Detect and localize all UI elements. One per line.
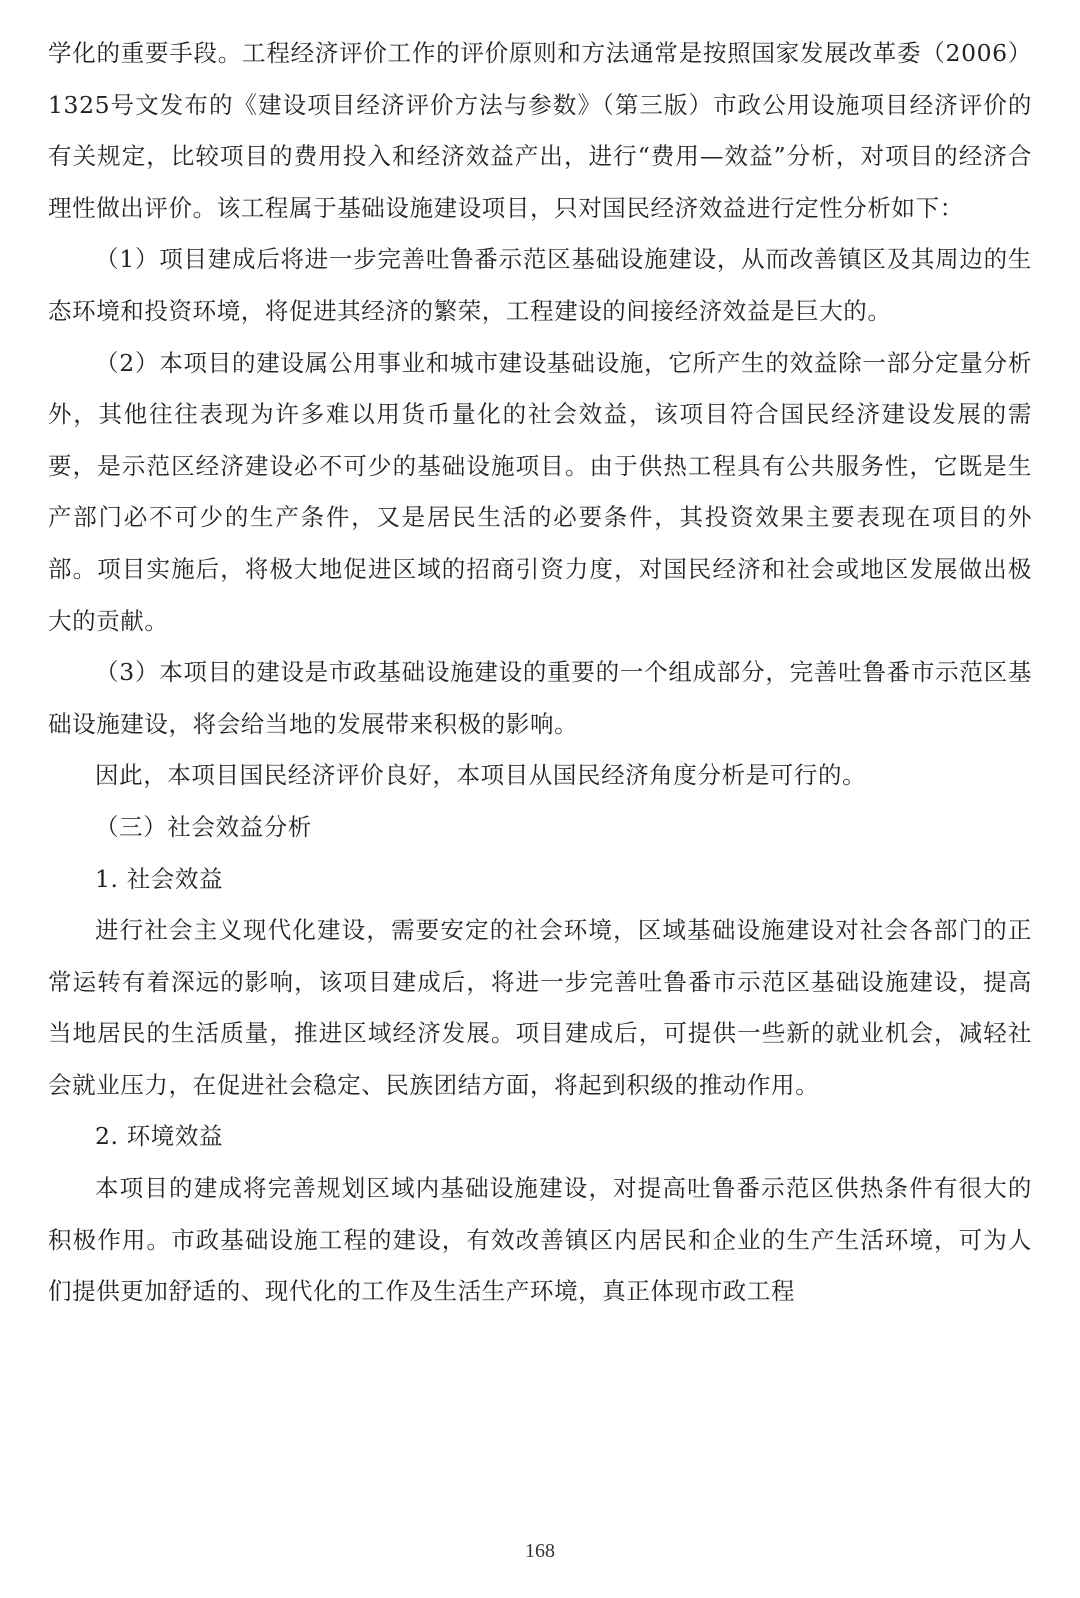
paragraph-environmental-benefit: 本项目的建成将完善规划区域内基础设施建设，对提高吐鲁番示范区供热条件有很大的积极作用。市政基础设施工程的建设，有效改善镇区内居民和企业的生产生活环境，可为人们提供更加舒适的、现代化的工作及生活生产环境，真正体现市政工程 (48, 1174, 1032, 1306)
paragraph-item-3: （3）本项目的建设是市政基础设施建设的重要的一个组成部分，完善吐鲁番市示范区基础设施建设，将会给当地的发展带来积极的影响。 (48, 658, 1032, 738)
subheading-environmental-benefit: 2. 环境效益 (95, 1122, 224, 1151)
paragraph-social-benefit: 进行社会主义现代化建设，需要安定的社会环境，区域基础设施建设对社会各部门的正常运转有着深远的影响，该项目建成后，将进一步完善吐鲁番市示范区基础设施建设，提高当地居民的生活质量，推进区域经济发展。项目建成后，可提供一些新的就业机会，减轻社会就业压力，在促进社会稳定、民族团结方面，将起到积级的推动作用。 (48, 916, 1032, 1099)
paragraph-item-2: （2）本项目的建设属公用事业和城市建设基础设施，它所产生的效益除一部分定量分析外，其他往往表现为许多难以用货币量化的社会效益，该项目符合国民经济建设发展的需要，是示范区经济建设必不可少的基础设施项目。由于供热工程具有公共服务性，它既是生产部门必不可少的生产条件，又是居民生活的必要条件，其投资效果主要表现在项目的外部。项目实施后，将极大地促进区域的招商引资力度，对国民经济和社会或地区发展做出极大的贡献。 (48, 348, 1032, 635)
section-heading-social-benefit-analysis: （三）社会效益分析 (95, 812, 312, 841)
paragraph-conclusion: 因此，本项目国民经济评价良好，本项目从国民经济角度分析是可行的。 (95, 761, 867, 790)
paragraph-intro-continuation: 学化的重要手段。工程经济评价工作的评价原则和方法通常是按照国家发展改革委（2006）1325号文发布的《建设项目经济评价方法与参数》（第三版）市政公用设施项目经济评价的有关规定，比较项目的费用投入和经济效益产出，进行“费用—效益”分析，对项目的经济合理性做出评价。该工程属于基础设施建设项目，只对国民经济效益进行定性分析如下： (48, 39, 1032, 222)
subheading-social-benefit: 1. 社会效益 (95, 864, 224, 893)
document-body (48, 28, 1032, 1318)
page-number: 168 (525, 1540, 555, 1562)
paragraph-item-1: （1）项目建成后将进一步完善吐鲁番示范区基础设施建设，从而改善镇区及其周边的生态环境和投资环境，将促进其经济的繁荣，工程建设的间接经济效益是巨大的。 (48, 245, 1032, 325)
